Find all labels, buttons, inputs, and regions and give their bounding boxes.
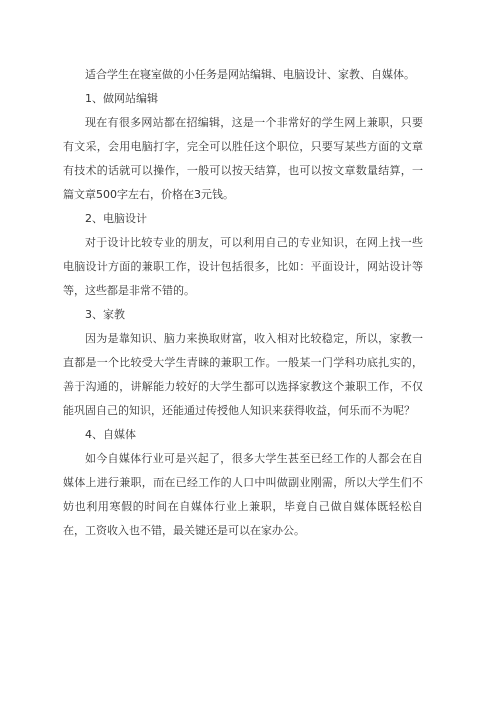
section-body-self-media: 如今自媒体行业可是兴起了，很多大学生甚至已经工作的人都会在自媒体上进行兼职，而在已经工作的人口中叫做副业刚需，所以大学生们不妨也利用寒假的时间在自媒体行业上兼职，毕竟自己做自媒体既轻松自在，工资收入也不错，最关键还是可以在家办公。	[63, 452, 423, 537]
intro-paragraph: 适合学生在寝室做的小任务是网站编辑、电脑设计、家教、自媒体。	[85, 68, 415, 81]
section-heading-tutoring: 3、家教	[85, 308, 125, 321]
section-heading-website-editor: 1、做网站编辑	[85, 92, 158, 105]
section-heading-computer-design: 2、电脑设计	[85, 212, 147, 225]
section-body-computer-design: 对于设计比较专业的朋友，可以利用自己的专业知识，在网上找一些电脑设计方面的兼职工作，设计包括很多，比如：平面设计，网站设计等等，这些都是非常不错的。	[63, 236, 423, 297]
document-body	[63, 63, 423, 543]
section-heading-self-media: 4、自媒体	[85, 428, 136, 441]
section-body-tutoring: 因为是靠知识、脑力来换取财富，收入相对比较稳定，所以，家教一直都是一个比较受大学生青睐的兼职工作。一般某一门学科功底扎实的，善于沟通的，讲解能力较好的大学生都可以选择家教这个兼职工作，不仅能巩固自己的知识，还能通过传授他人知识来获得收益，何乐而不为呢？	[63, 332, 423, 417]
section-body-website-editor: 现在有很多网站都在招编辑，这是一个非常好的学生网上兼职，只要有文采，会用电脑打字，完全可以胜任这个职位，只要写某些方面的文章有技术的话就可以操作，一般可以按天结算，也可以按文章数量结算，一篇文章500字左右，价格在3元钱。	[63, 116, 423, 201]
